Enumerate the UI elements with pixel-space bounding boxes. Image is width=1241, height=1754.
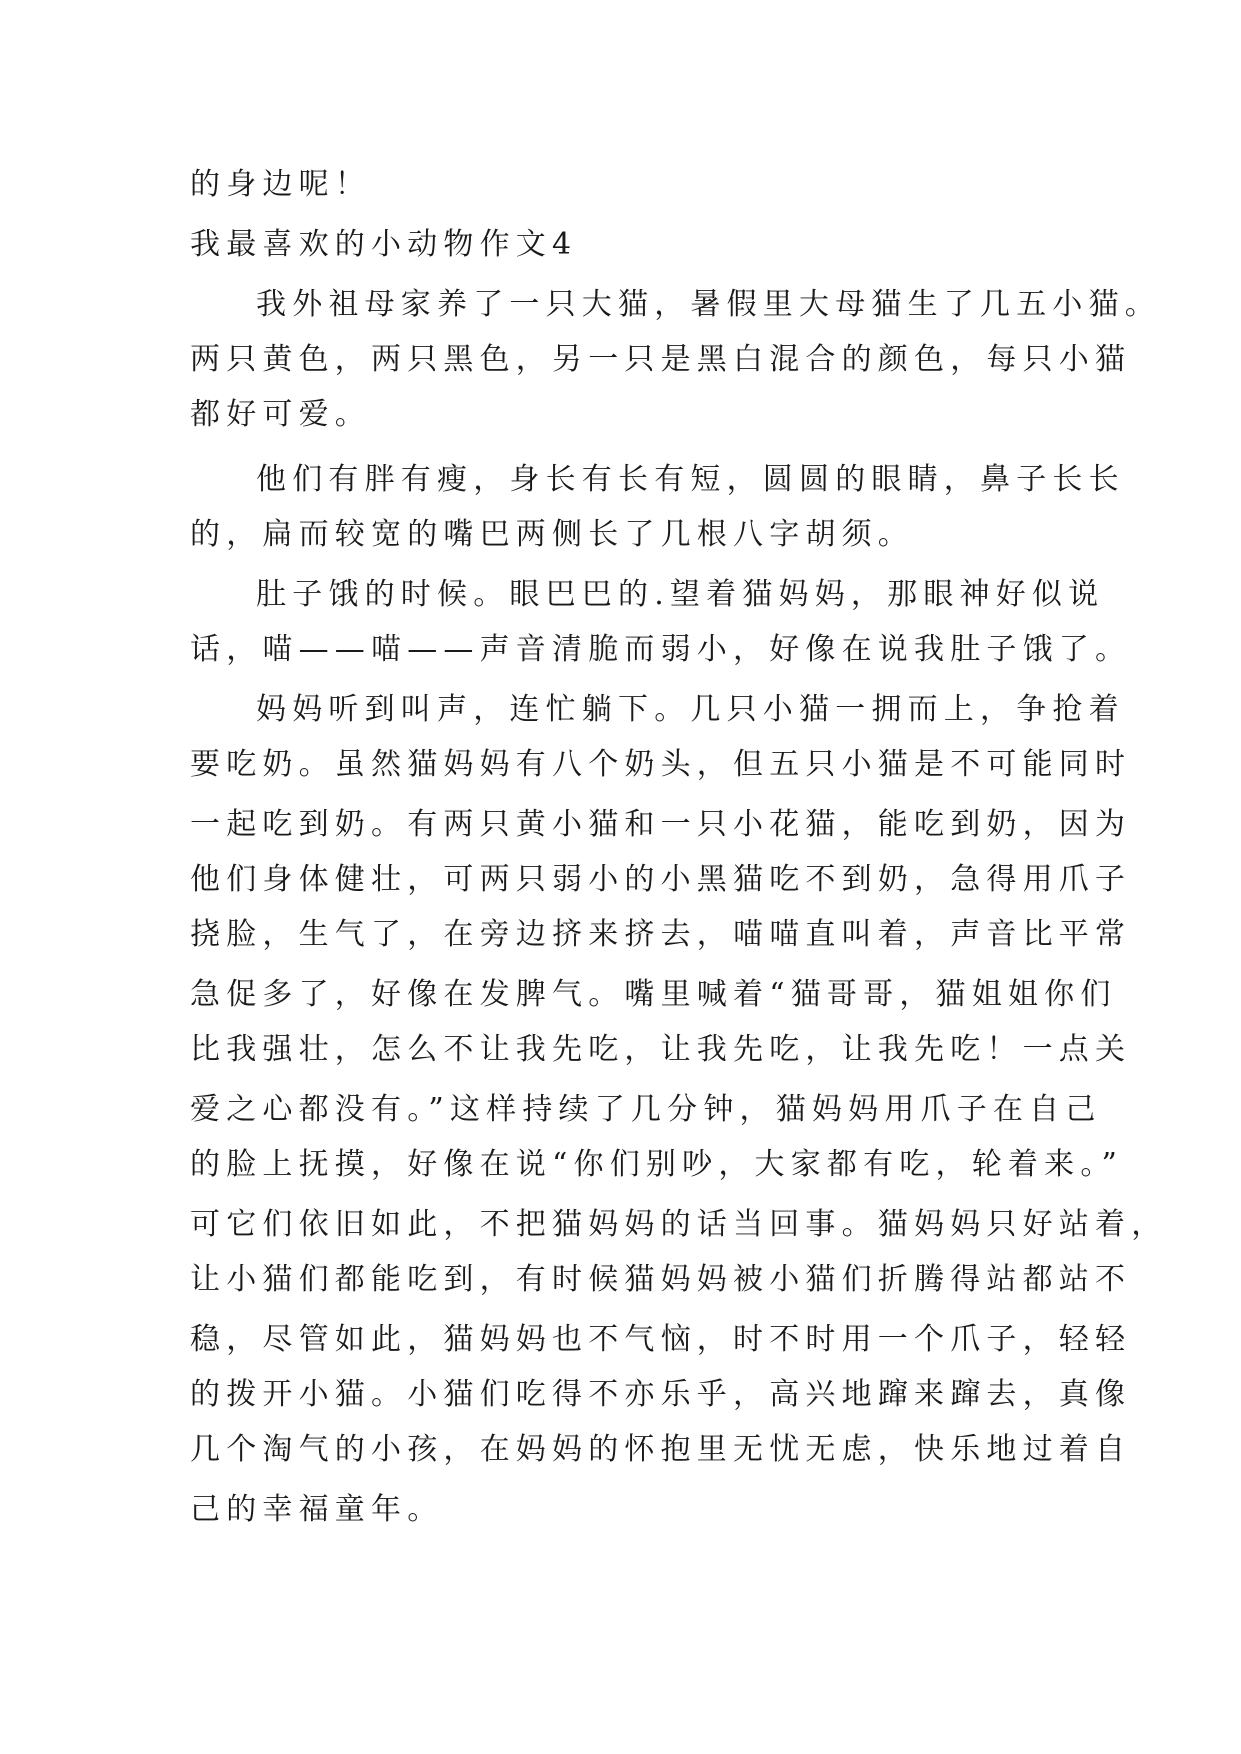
- text-line: 让小猫们都能吃到，有时候猫妈妈被小猫们折腾得站都站不: [190, 1262, 1132, 1297]
- text-line: 急促多了，好像在发脾气。嘴里喊着“猫哥哥，猫姐姐你们: [190, 977, 1117, 1012]
- paragraph-line: 我外祖母家养了一只大猫，暑假里大母猫生了几五小猫。: [256, 287, 1161, 322]
- text-line: 的，扁而较宽的嘴巴两侧长了几根八字胡须。: [190, 517, 914, 552]
- text-line: 己的幸福童年。: [190, 1492, 444, 1527]
- text-line: 爱之心都没有。”这样持续了几分钟，猫妈妈用爪子在自己: [190, 1092, 1102, 1127]
- text-line: 要吃奶。虽然猫妈妈有八个奶头，但五只小猫是不可能同时: [190, 747, 1132, 782]
- paragraph-line: 妈妈听到叫声，连忙躺下。几只小猫一拥而上，争抢着: [256, 692, 1125, 727]
- text-line: 比我强壮，怎么不让我先吃，让我先吃，让我先吃！一点关: [190, 1032, 1132, 1067]
- text-line: 一起吃到奶。有两只黄小猫和一只小花猫，能吃到奶，因为: [190, 807, 1132, 842]
- paragraph-line: 他们有胖有瘦，身长有长有短，圆圆的眼睛，鼻子长长: [256, 462, 1125, 497]
- text-line: 的脸上抚摸，好像在说“你们别吵，大家都有吃，轮着来。”: [190, 1147, 1124, 1182]
- paragraph-line: 肚子饿的时候。眼巴巴的.望着猫妈妈，那眼神好似说: [256, 577, 1105, 612]
- text-line: 稳，尽管如此，猫妈妈也不气恼，时不时用一个爪子，轻轻: [190, 1322, 1132, 1357]
- section-heading: 我最喜欢的小动物作文4: [190, 227, 578, 262]
- text-line: 他们身体健壮，可两只弱小的小黑猫吃不到奶，急得用爪子: [190, 862, 1132, 897]
- text-line: 的拨开小猫。小猫们吃得不亦乐乎，高兴地蹿来蹿去，真像: [190, 1377, 1132, 1412]
- text-line: 挠脸，生气了，在旁边挤来挤去，喵喵直叫着，声音比平常: [190, 917, 1132, 952]
- text-line: 都好可爱。: [190, 397, 371, 432]
- text-line: 两只黄色，两只黑色，另一只是黑白混合的颜色，每只小猫: [190, 342, 1132, 377]
- text-line: 话，喵——喵——声音清脆而弱小，好像在说我肚子饿了。: [190, 632, 1132, 667]
- text-line: 的身边呢！: [190, 167, 371, 202]
- text-line: 几个淘气的小孩，在妈妈的怀抱里无忧无虑，快乐地过着自: [190, 1432, 1132, 1467]
- text-line: 可它们依旧如此，不把猫妈妈的话当回事。猫妈妈只好站着，: [190, 1207, 1168, 1242]
